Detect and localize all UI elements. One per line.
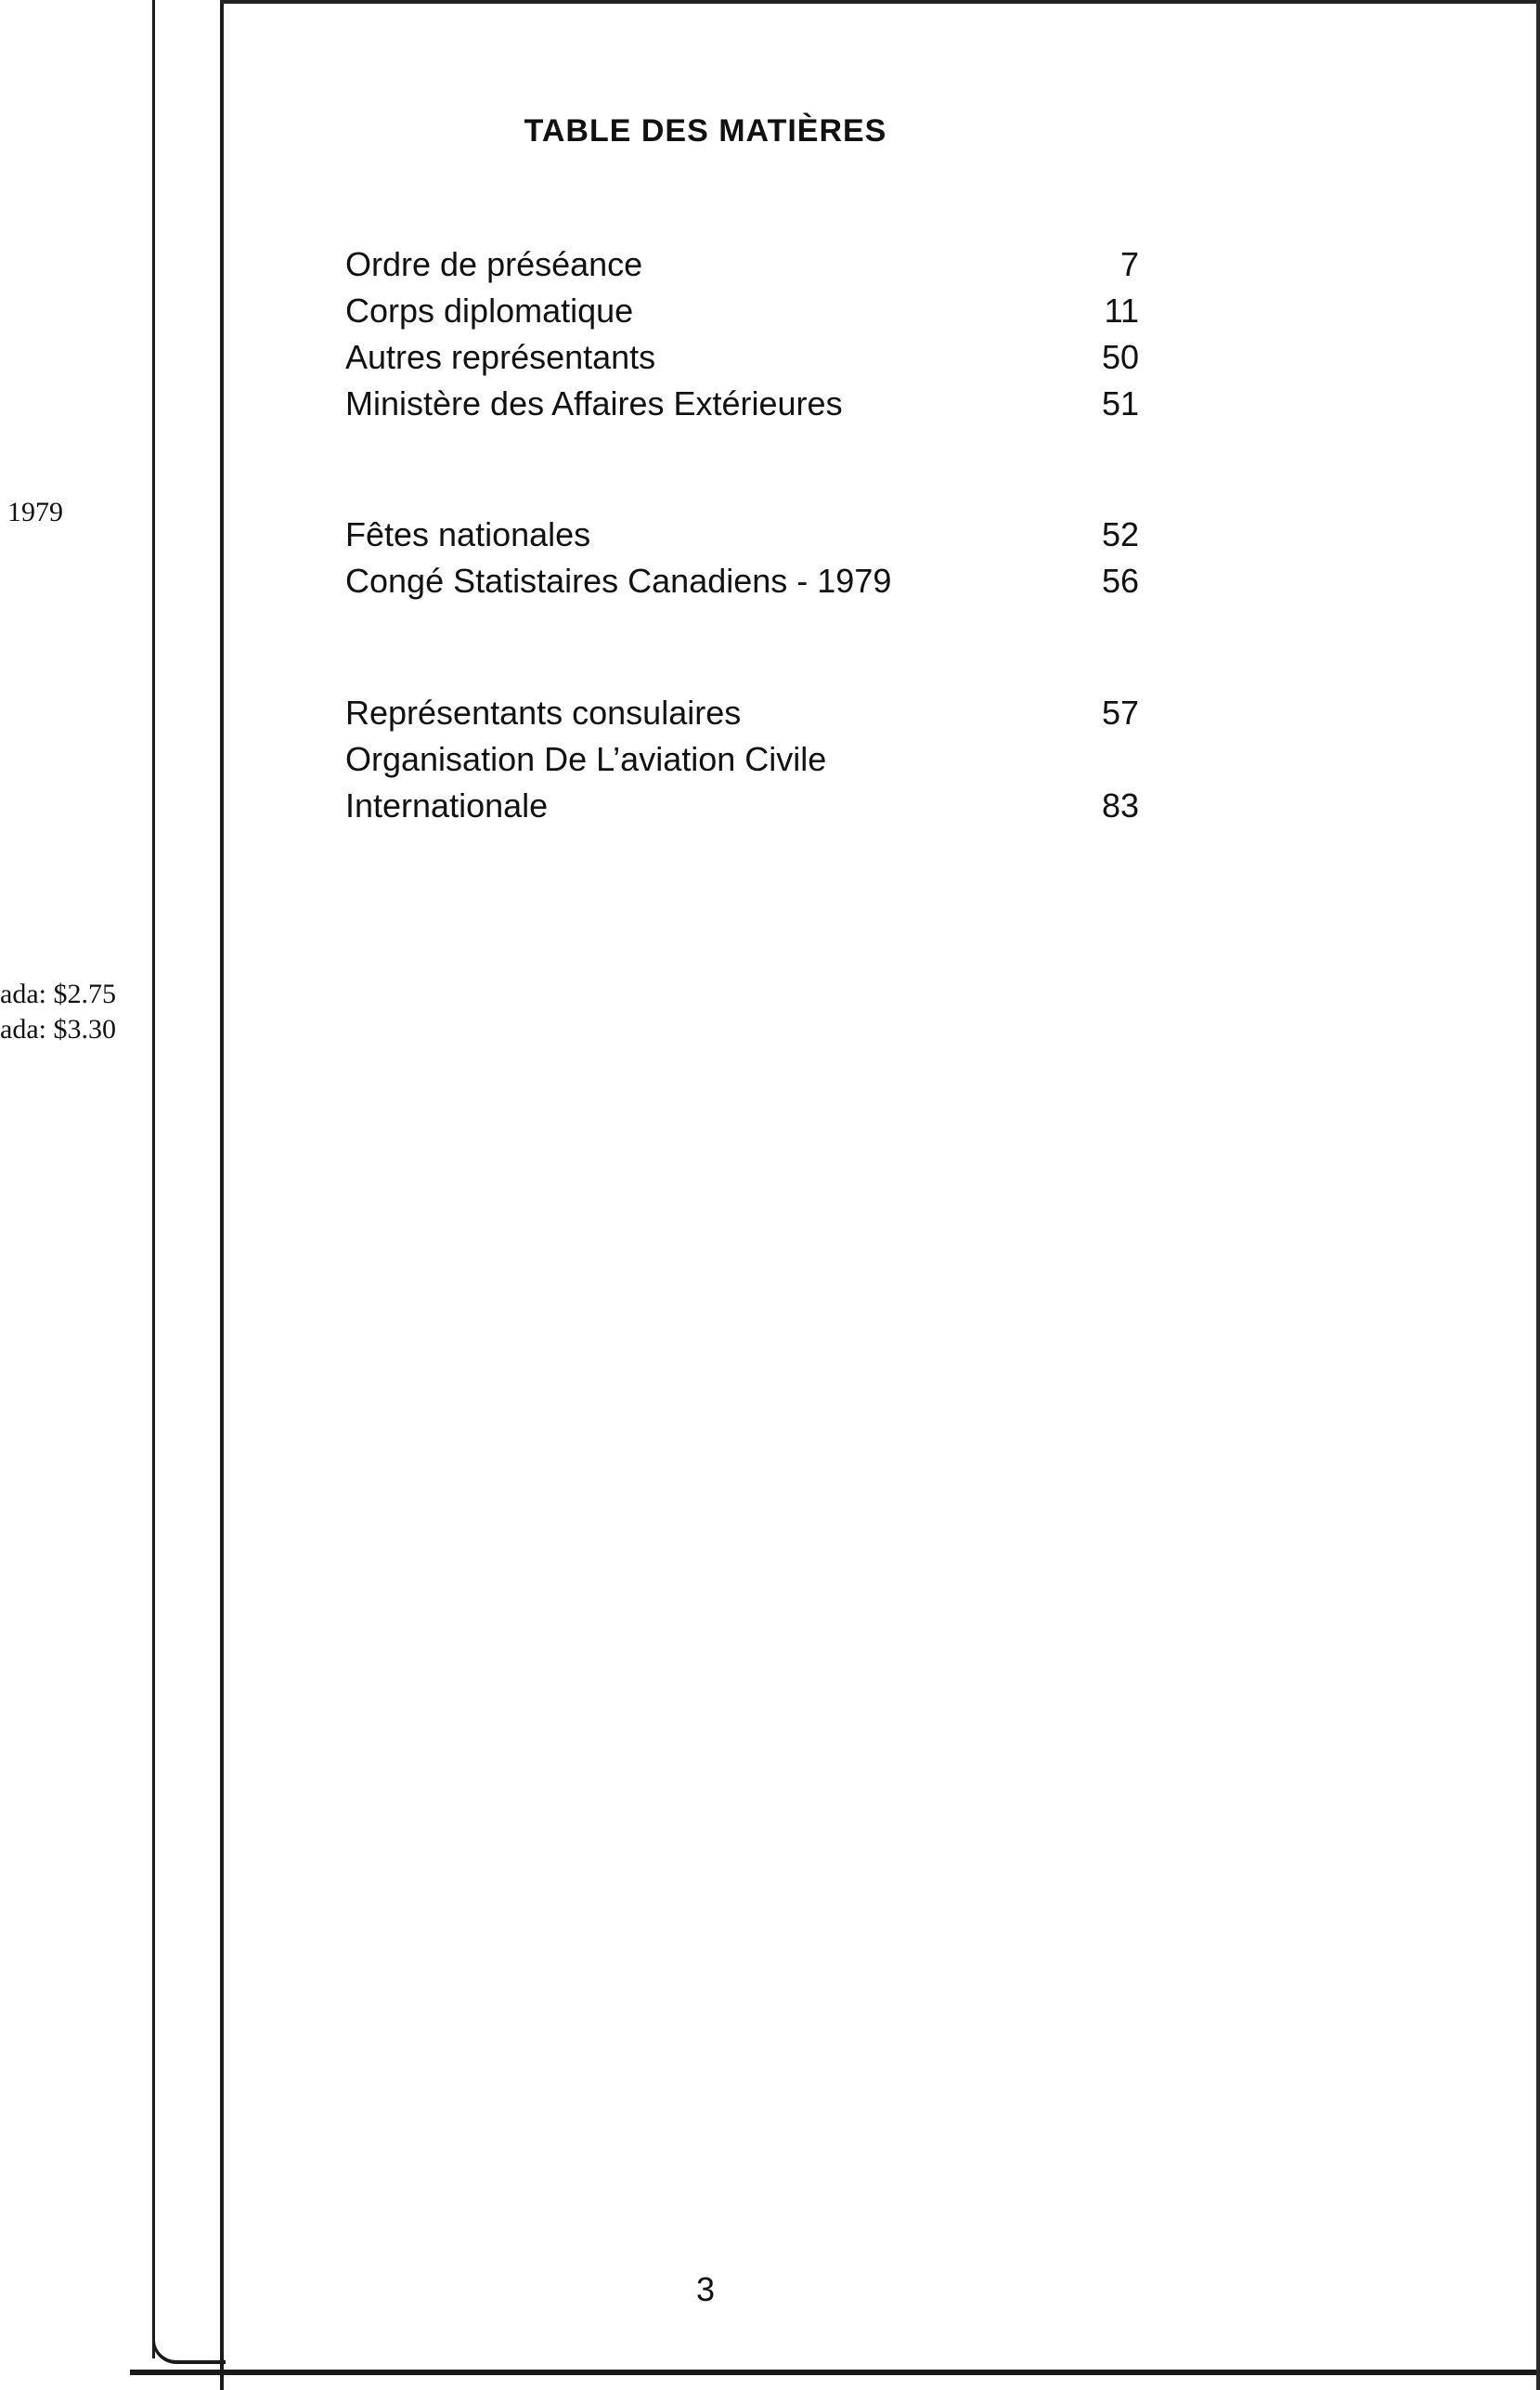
- toc-group: [345, 690, 1139, 829]
- page-number: 3: [695, 2270, 716, 2308]
- binding-curl: [152, 2340, 226, 2364]
- toc-entry: [345, 381, 1139, 427]
- toc-entry-label: Fêtes nationales: [345, 515, 591, 553]
- toc-group: [345, 241, 1139, 427]
- toc-entry-page: 50: [1101, 338, 1139, 376]
- page-right-edge: [1536, 0, 1540, 2390]
- toc-entry-page: 11: [1104, 292, 1139, 330]
- toc-entry-label: Ordre de préséance: [345, 245, 643, 283]
- toc-entry: [345, 334, 1139, 381]
- toc-entry-page: 52: [1101, 515, 1139, 553]
- binding-line: [152, 0, 155, 2358]
- toc-entry: [345, 512, 1139, 558]
- toc-entry: [345, 241, 1139, 288]
- toc-entry-label: Ministère des Affaires Extérieures: [345, 384, 843, 422]
- toc-entry: [345, 690, 1139, 736]
- margin-price-line: ada: $2.75: [0, 979, 116, 1009]
- toc-entry-page: 83: [1101, 786, 1139, 825]
- margin-price-line: ada: $3.30: [0, 1014, 116, 1045]
- margin-year: 1979: [7, 497, 63, 527]
- binding-line: [220, 0, 224, 2390]
- toc-entry-label: Représentants consulaires: [345, 694, 742, 732]
- previous-page-margin: [0, 0, 223, 2390]
- toc-entry: [345, 288, 1139, 334]
- toc-entry-label: Internationale: [345, 786, 549, 825]
- page-title: TABLE DES MATIÈRES: [524, 113, 887, 149]
- toc-entry-page: 51: [1101, 384, 1139, 422]
- toc-entry: [345, 783, 1139, 829]
- toc-entry: [345, 558, 1139, 604]
- toc-entry-label: Autres représentants: [345, 338, 656, 376]
- toc-group: [345, 512, 1139, 604]
- toc-entry: [345, 736, 1139, 783]
- toc-entry-label: Congé Statistaires Canadiens - 1979: [345, 562, 892, 600]
- toc-entry-label: Organisation De L’aviation Civile: [345, 740, 827, 778]
- page-bottom-edge: [130, 2370, 1540, 2375]
- toc-entry-page: 57: [1101, 694, 1139, 732]
- page-top-edge: [220, 0, 1540, 4]
- toc-entry-page: 56: [1101, 562, 1139, 600]
- toc-entry-page: 7: [1119, 245, 1139, 283]
- toc-entry-label: Corps diplomatique: [345, 292, 634, 330]
